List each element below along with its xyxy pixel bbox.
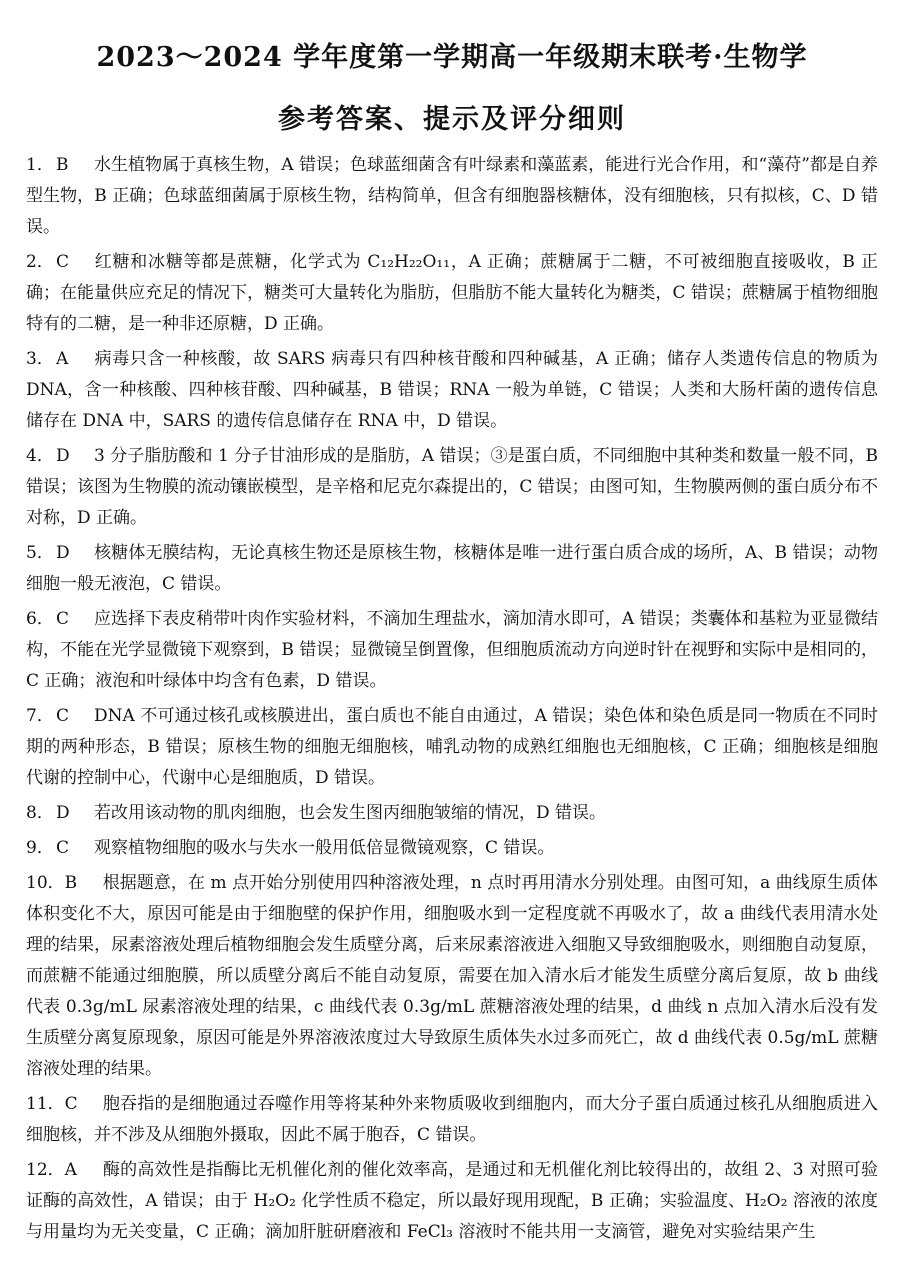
item-number: 3． xyxy=(26,349,54,369)
item-answer: C xyxy=(56,838,70,858)
answer-item-6 xyxy=(26,604,878,697)
item-explanation: 红糖和冰糖等都是蔗糖，化学式为 C₁₂H₂₂O₁₁，A 正确；蔗糖属于二糖，不可被细胞直接吸收，B 正确；在能量供应充足的情况下，糖类可大量转化为脂肪，但脂肪不能大量转化为糖类，C 错误；蔗糖属于植物细胞特有的二糖，是一种非还原糖，D 正确。 xyxy=(26,252,878,334)
answer-item-9 xyxy=(26,833,878,864)
item-number: 7． xyxy=(26,706,54,726)
item-answer: D xyxy=(56,543,70,563)
item-number: 1． xyxy=(26,155,54,175)
answer-item-5 xyxy=(26,538,878,600)
answer-item-4 xyxy=(26,441,878,534)
item-explanation: 若改用该动物的肌肉细胞，也会发生图丙细胞皱缩的情况，D 错误。 xyxy=(94,803,607,823)
item-answer: A xyxy=(56,349,69,369)
item-number: 8． xyxy=(26,803,54,823)
document-title: 2023～2024 学年度第一学期高一年级期末联考·生物学 xyxy=(96,42,808,73)
answer-item-1 xyxy=(26,150,878,243)
item-number: 11． xyxy=(26,1094,65,1114)
item-answer: C xyxy=(56,609,70,629)
item-explanation: 水生植物属于真核生物，A 错误；色球蓝细菌含有叶绿素和藻蓝素，能进行光合作用，和“藻苻”都是自养型生物，B 正确；色球蓝细菌属于原核生物，结构简单，但含有细胞器核糖体，没有细胞核，只有拟核，C、D 错误。 xyxy=(26,155,878,237)
answer-item-8 xyxy=(26,798,878,829)
item-answer: C xyxy=(56,252,70,272)
item-number: 4． xyxy=(26,446,54,466)
item-answer: A xyxy=(64,1160,77,1180)
item-number: 5． xyxy=(26,543,54,563)
answer-item-12 xyxy=(26,1155,878,1248)
item-explanation: 胞吞指的是细胞通过吞噬作用等将某种外来物质吸收到细胞内，而大分子蛋白质通过核孔从细胞质进入细胞核，并不涉及从细胞外摄取，因此不属于胞吞，C 错误。 xyxy=(26,1094,878,1145)
answer-item-2 xyxy=(26,247,878,340)
item-number: 10． xyxy=(26,873,65,893)
item-explanation: 根据题意，在 m 点开始分别使用四种溶液处理，n 点时再用清水分别处理。由图可知，a 曲线原生质体体积变化不大，原因可能是由于细胞壁的保护作用，细胞吸水到一定程度就不再吸水了，故 a 曲线代表用清水处理的结果，尿素溶液处理后植物细胞会发生质壁分离，后来尿素溶液进入细胞又导致细胞吸水，则细胞自动复原，而蔗糖不能通过细胞膜，所以质壁分离后不能自动复原，需要在加入清水后才能发生质壁分离后复原，故 b 曲线代表 0.3g/mL 尿素溶液处理的结果，c 曲线代表 0.3g/mL 蔗糖溶液处理的结果，d 曲线 n 点加入清水后没有发生质壁分离复原现象，原因可能是外界溶液浓度过大导致原生质体失水过多而死亡，故 d 曲线代表 0.5g/mL 蔗糖溶液处理的结果。 xyxy=(26,873,878,1079)
item-explanation: 应选择下表皮稍带叶肉作实验材料，不滴加生理盐水，滴加清水即可，A 错误；类囊体和基粒为亚显微结构，不能在光学显微镜下观察到，B 错误；显微镜呈倒置像，但细胞质流动方向逆时针在视野和实际中是相同的，C 正确；液泡和叶绿体中均含有色素，D 错误。 xyxy=(26,609,878,691)
item-explanation: 3 分子脂肪酸和 1 分子甘油形成的是脂肪，A 错误；③是蛋白质，不同细胞中其种类和数量一般不同，B 错误；该图为生物膜的流动镶嵌模型，是辛格和尼克尔森提出的，C 错误；由图可知，生物膜两侧的蛋白质分布不对称，D 正确。 xyxy=(26,446,878,528)
answer-item-11 xyxy=(26,1089,878,1151)
item-number: 12． xyxy=(26,1160,65,1180)
item-answer: C xyxy=(64,1094,78,1114)
answer-item-10 xyxy=(26,868,878,1085)
item-explanation: DNA 不可通过核孔或核膜进出，蛋白质也不能自由通过，A 错误；染色体和染色质是同一物质在不同时期的两种形态，B 错误；原核生物的细胞无细胞核，哺乳动物的成熟红细胞也无细胞核，C 正确；细胞核是细胞代谢的控制中心，代谢中心是细胞质，D 错误。 xyxy=(26,706,878,788)
item-number: 6． xyxy=(26,609,54,629)
item-answer: D xyxy=(56,446,70,466)
item-answer: C xyxy=(56,706,70,726)
item-answer: D xyxy=(56,803,70,823)
item-number: 2． xyxy=(26,252,54,272)
item-explanation: 病毒只含一种核酸，故 SARS 病毒只有四种核苷酸和四种碱基，A 正确；储存人类遗传信息的物质为 DNA，含一种核酸、四种核苷酸、四种碱基，B 错误；RNA 一般为单链，C 错误；人类和大肠杆菌的遗传信息储存在 DNA 中，SARS 的遗传信息储存在 RNA 中，D 错误。 xyxy=(26,349,878,431)
answer-item-7 xyxy=(26,701,878,794)
answer-item-3 xyxy=(26,344,878,437)
item-answer: B xyxy=(56,155,69,175)
document-subtitle: 参考答案、提示及评分细则 xyxy=(278,104,626,135)
item-explanation: 酶的高效性是指酶比无机催化剂的催化效率高，是通过和无机催化剂比较得出的，故组 2、3 对照可验证酶的高效性，A 错误；由于 H₂O₂ 化学性质不稳定，所以最好现用现配，B 正确；实验温度、H₂O₂ 溶液的浓度与用量均为无关变量，C 正确；滴加肝脏研磨液和 FeCl₃ 溶液时不能共用一支滴管，避免对实验结果产生 xyxy=(26,1160,878,1242)
item-explanation: 观察植物细胞的吸水与失水一般用低倍显微镜观察，C 错误。 xyxy=(94,838,555,858)
item-answer: B xyxy=(64,873,78,893)
answer-list xyxy=(26,150,878,1248)
item-number: 9． xyxy=(26,838,54,858)
item-explanation: 核糖体无膜结构，无论真核生物还是原核生物，核糖体是唯一进行蛋白质合成的场所，A、B 错误；动物细胞一般无液泡，C 错误。 xyxy=(26,543,878,594)
